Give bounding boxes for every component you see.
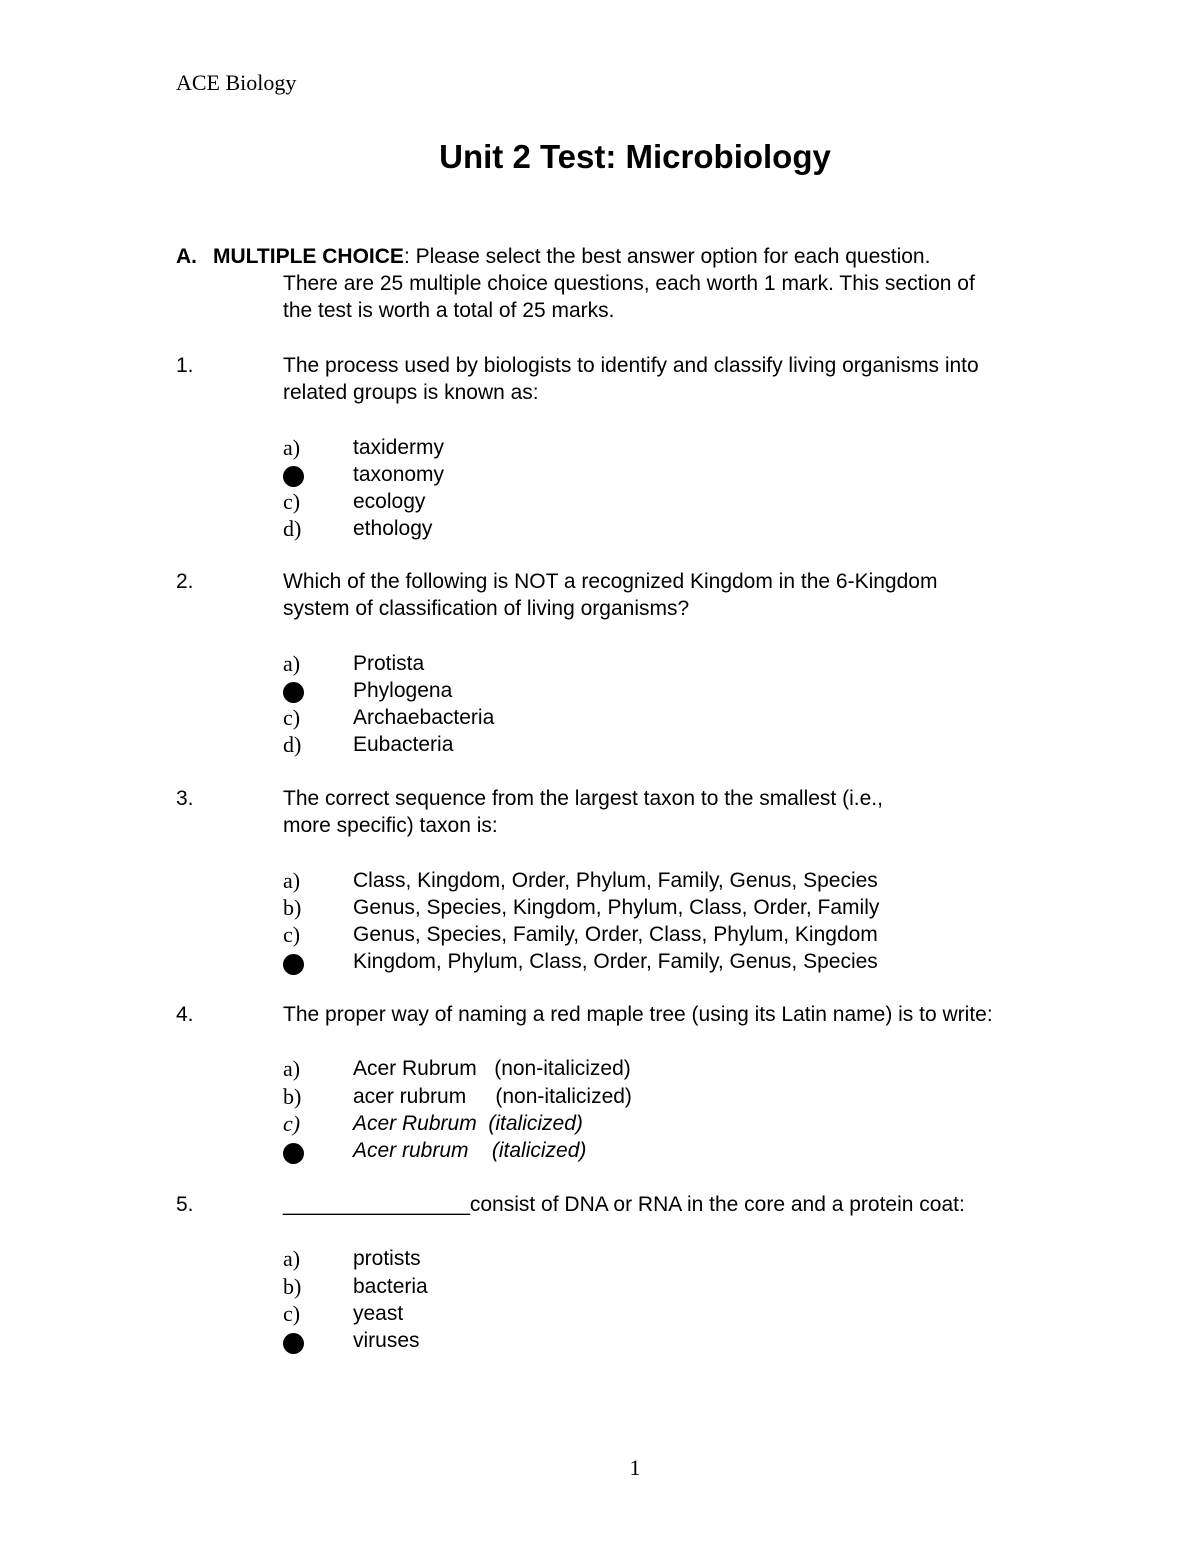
option-text: Acer Rubrum (italicized) (353, 1111, 583, 1135)
question-text-line: ________________consist of DNA or RNA in the core and a protein coat: (283, 1193, 965, 1216)
option-text: acer rubrum (non-italicized) (353, 1084, 632, 1108)
answer-option[interactable] (176, 677, 1106, 704)
question-text (283, 352, 1106, 407)
question-text (283, 1191, 1106, 1218)
option-label: a) (283, 650, 301, 676)
answer-option[interactable] (176, 867, 1106, 894)
answer-option[interactable] (176, 515, 1106, 542)
option-text: ecology (353, 490, 426, 514)
option-label: c) (283, 922, 301, 948)
question-text-line: The correct sequence from the largest taxon to the smallest (i.e., (283, 787, 883, 810)
answer-option[interactable] (176, 434, 1106, 461)
section-intro-line: the test is worth a total of 25 marks. (283, 299, 615, 322)
answer-option[interactable] (176, 1083, 1106, 1110)
question-text (283, 1001, 1106, 1028)
option-text: Protista (353, 651, 425, 675)
selected-answer-bullet-icon (283, 1143, 304, 1164)
option-label: c) (283, 1300, 301, 1326)
section-marker: A. (176, 245, 197, 268)
option-text: Acer Rubrum (non-italicized) (353, 1057, 631, 1081)
answer-option[interactable] (176, 650, 1106, 677)
answer-option[interactable] (176, 488, 1106, 515)
answer-option[interactable] (176, 1273, 1106, 1300)
option-text: yeast (353, 1301, 404, 1325)
option-text: protists (353, 1247, 421, 1271)
option-text: Genus, Species, Family, Order, Class, Phylum, Kingdom (353, 923, 878, 947)
question-text-line: The proper way of naming a red maple tree (using its Latin name) is to write: (283, 1003, 993, 1026)
option-text: ethology (353, 517, 433, 541)
question-text-line: related groups is known as: (283, 381, 539, 405)
answer-options (176, 434, 1106, 543)
selected-answer-bullet-icon (283, 954, 304, 975)
question-number: 3. (176, 787, 194, 810)
option-text: Genus, Species, Kingdom, Phylum, Class, Order, Family (353, 895, 880, 919)
option-label: c) (283, 1110, 301, 1136)
answer-option[interactable] (176, 731, 1106, 758)
answer-options (176, 867, 1106, 976)
section-intro-line: There are 25 multiple choice questions, each worth 1 mark. This section of (283, 272, 975, 295)
section-name: MULTIPLE CHOICE (213, 245, 404, 268)
question-text (283, 785, 1106, 840)
question (176, 785, 1106, 976)
answer-option[interactable] (176, 1055, 1106, 1082)
question-number: 5. (176, 1193, 194, 1216)
question-text-line: more specific) taxon is: (283, 814, 498, 838)
answer-option[interactable] (176, 1245, 1106, 1272)
answer-option[interactable] (176, 1300, 1106, 1327)
page-number: 1 (629, 1455, 641, 1480)
answer-option[interactable] (176, 1110, 1106, 1137)
selected-answer-bullet-icon (283, 682, 304, 703)
page-title: Unit 2 Test: Microbiology (439, 138, 831, 175)
section-a-instructions (176, 243, 1076, 324)
question-number: 4. (176, 1003, 194, 1026)
selected-answer-bullet-icon (283, 466, 304, 487)
option-text: Acer rubrum (italicized) (353, 1139, 587, 1163)
option-label: b) (283, 894, 302, 920)
answer-option[interactable] (176, 1327, 1106, 1354)
option-label: a) (283, 1246, 301, 1272)
question (176, 1191, 1106, 1354)
question (176, 568, 1106, 759)
answer-option[interactable] (176, 921, 1106, 948)
answer-option[interactable] (176, 704, 1106, 731)
option-label: a) (283, 1056, 301, 1082)
answer-option[interactable] (176, 948, 1106, 975)
option-label: c) (283, 489, 301, 515)
question-text-line: The process used by biologists to identify and classify living organisms into (283, 354, 979, 377)
option-text: Class, Kingdom, Order, Phylum, Family, Genus, Species (353, 868, 878, 892)
question-text-line: system of classification of living organisms? (283, 597, 690, 621)
question (176, 1001, 1106, 1164)
option-label: c) (283, 705, 301, 731)
option-text: taxidermy (353, 435, 445, 459)
option-text: viruses (353, 1329, 420, 1353)
option-text: Phylogena (353, 678, 453, 702)
answer-options (176, 1055, 1106, 1164)
option-label: a) (283, 434, 301, 460)
section-intro: : Please select the best answer option for each question. (403, 245, 931, 268)
answer-options (176, 650, 1106, 759)
question-text-line: Which of the following is NOT a recognized Kingdom in the 6-Kingdom (283, 570, 938, 593)
selected-answer-bullet-icon (283, 1333, 304, 1354)
option-text: taxonomy (353, 462, 445, 486)
option-text: bacteria (353, 1274, 428, 1298)
answer-option[interactable] (176, 461, 1106, 488)
question-text (283, 568, 1106, 623)
option-label: d) (283, 516, 302, 542)
question-number: 1. (176, 354, 194, 377)
option-text: Archaebacteria (353, 706, 495, 730)
question-number: 2. (176, 570, 194, 593)
option-label: a) (283, 867, 301, 893)
option-text: Eubacteria (353, 733, 454, 757)
option-label: b) (283, 1083, 302, 1109)
answer-options (176, 1245, 1106, 1354)
answer-option[interactable] (176, 894, 1106, 921)
document-header: ACE Biology (176, 70, 297, 95)
option-label: b) (283, 1273, 302, 1299)
option-label: d) (283, 732, 302, 758)
question (176, 352, 1106, 543)
option-text: Kingdom, Phylum, Class, Order, Family, Genus, Species (353, 950, 878, 974)
answer-option[interactable] (176, 1137, 1106, 1164)
